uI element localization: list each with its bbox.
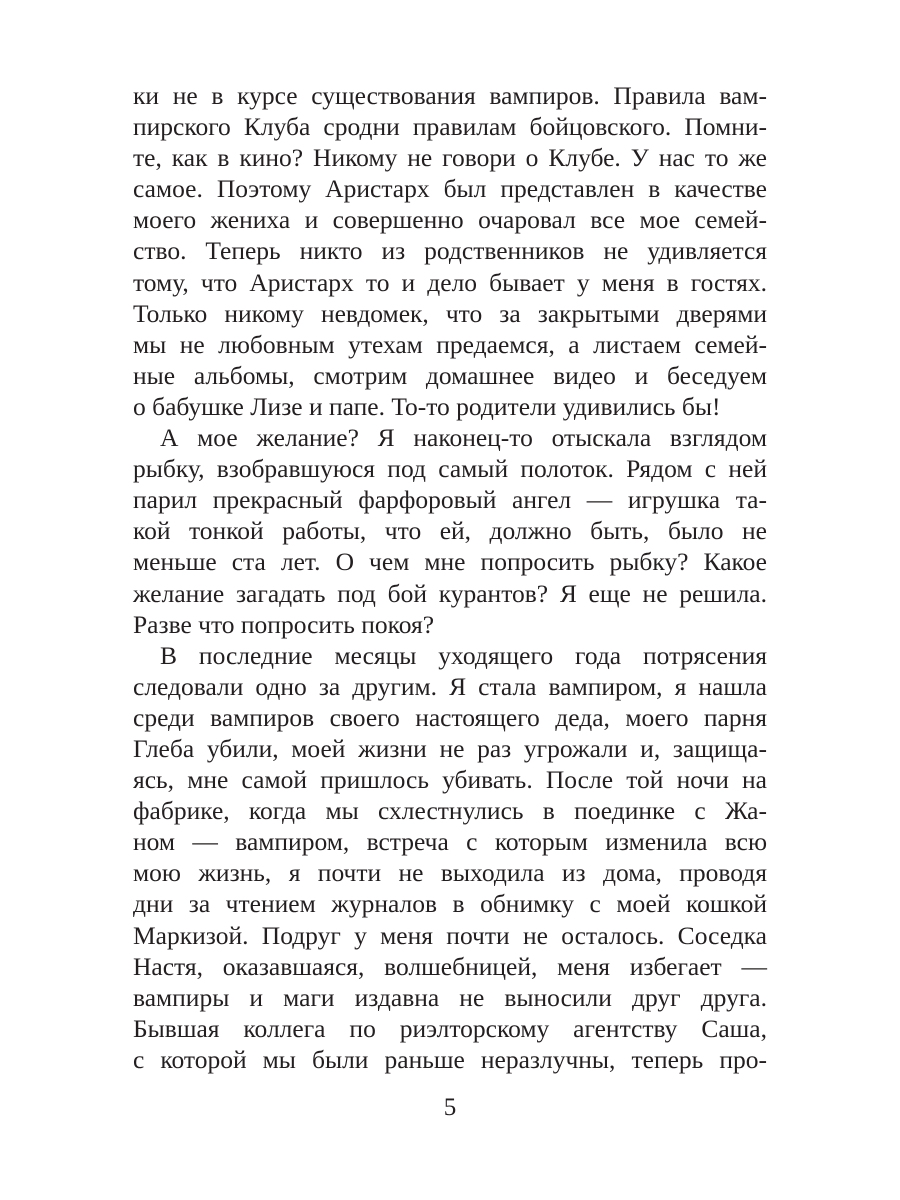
text-line: В последние месяцы уходящего года потрясения: [160, 640, 767, 670]
text-line: вампиры и маги издавна не выносили друг друга.: [133, 982, 767, 1012]
text-line: следовали одно за другим. Я стала вампиром, я нашла: [133, 671, 767, 701]
paragraph-2: [133, 422, 767, 640]
text-line: те, как в кино? Никому не говори о Клубе. У нас то же: [133, 143, 767, 173]
text-line: с которой мы были раньше неразлучны, теперь про-: [133, 1044, 767, 1074]
text-line: ном — вампиром, встреча с которым изменила всю: [133, 827, 767, 857]
text-line: тому, что Аристарх то и дело бывает у меня в гостях.: [133, 267, 767, 297]
text-line: среди вампиров своего настоящего деда, моего парня: [133, 702, 767, 732]
paragraph-1: [133, 80, 767, 422]
text-line: желание загадать под бой курантов? Я еще не решила.: [133, 578, 767, 608]
text-line: ные альбомы, смотрим домашнее видео и беседуем: [133, 360, 767, 390]
text-line: кой тонкой работы, что ей, должно быть, было не: [133, 516, 767, 546]
text-line: ясь, мне самой пришлось убивать. После той ночи на: [133, 765, 767, 795]
paragraph-3: [133, 640, 767, 1075]
text-line: Бывшая коллега по риэлторскому агентству Саша,: [133, 1013, 767, 1043]
text-line: Разве что попросить покоя?: [133, 609, 435, 639]
text-line: самое. Поэтому Аристарх был представлен в качестве: [133, 174, 767, 204]
text-line: моего жениха и совершенно очаровал все мое семей-: [133, 205, 767, 235]
text-line: мою жизнь, я почти не выходила из дома, проводя: [133, 858, 767, 888]
text-line: Настя, оказавшаяся, волшебницей, меня избегает —: [133, 951, 767, 981]
text-line: мы не любовным утехам предаемся, а листаем семей-: [133, 329, 767, 359]
text-line: о бабушке Лизе и папе. То-то родители удивились бы!: [133, 391, 721, 421]
text-line: Маркизой. Подруг у меня почти не осталось. Соседка: [133, 920, 767, 950]
text-line: парил прекрасный фарфоровый ангел — игрушка та-: [133, 485, 767, 515]
text-line: Только никому невдомек, что за закрытыми дверями: [133, 298, 767, 328]
text-line: А мое желание? Я наконец-то отыскала взглядом: [160, 423, 767, 453]
text-line: ство. Теперь никто из родственников не удивляется: [133, 236, 767, 266]
text-line: меньше ста лет. О чем мне попросить рыбку? Какое: [133, 547, 767, 577]
text-line: Глеба убили, моей жизни не раз угрожали и, защища-: [133, 733, 767, 763]
text-line: фабрике, когда мы схлестнулись в поединке с Жа-: [133, 796, 767, 826]
page-number: 5: [443, 1094, 457, 1121]
text-line: рыбку, взобравшуюся под самый полоток. Рядом с ней: [133, 454, 767, 484]
text-line: пирского Клуба сродни правилам бойцовского. Помни-: [133, 112, 767, 142]
page-body-text: [133, 80, 767, 1075]
text-line: ки не в курсе существования вампиров. Правила вам-: [133, 81, 767, 110]
text-line: дни за чтением журналов в обнимку с моей кошкой: [133, 889, 767, 919]
